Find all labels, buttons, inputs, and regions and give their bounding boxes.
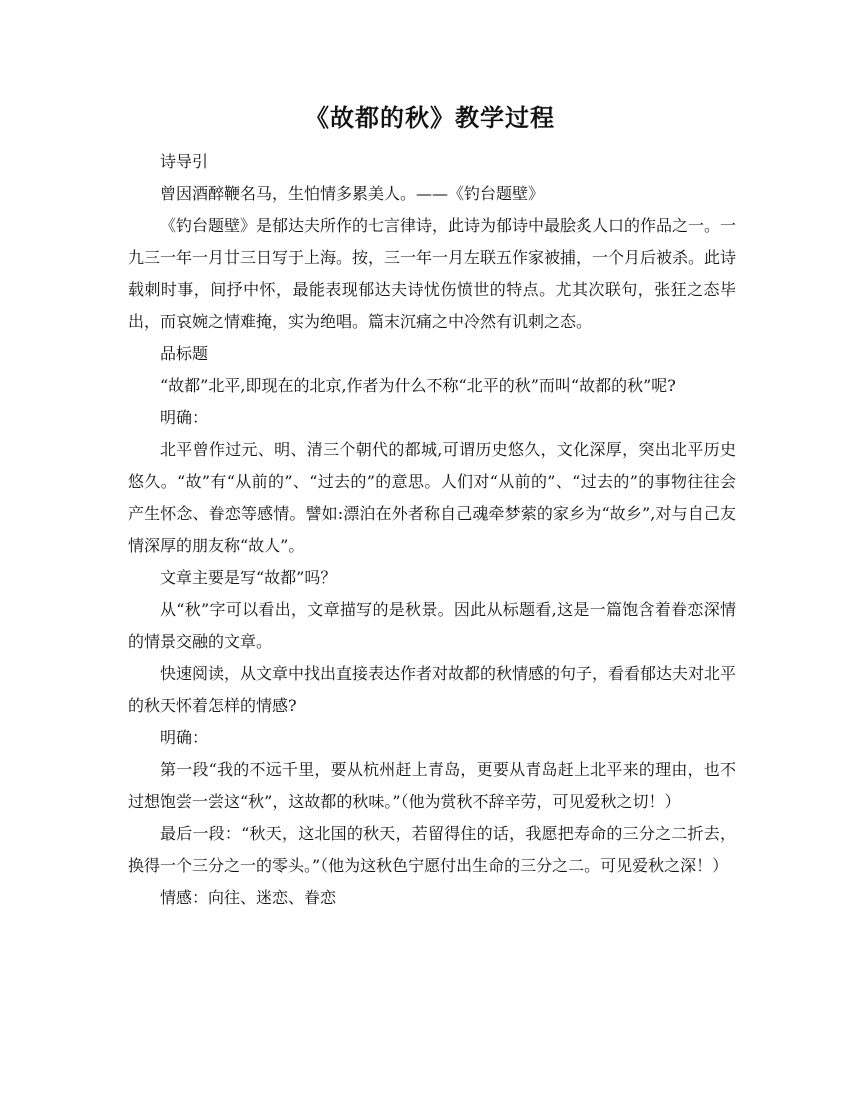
- section-heading-title-analysis: 品标题: [160, 344, 209, 363]
- poem-quote: 曾因酒醉鞭名马，生怕情多累美人。——《钓台题壁》: [160, 184, 545, 203]
- question-paragraph: “故都”北平,即现在的北京,作者为什么不称“北平的秋”而叫“故都的秋”呢?: [160, 376, 676, 395]
- task-paragraph: 快速阅读，从文章中找出直接表达作者对故都的秋情感的句子，看看郁达夫对北平的秋天怀着怎样的情感?: [128, 664, 737, 715]
- answer-label: 明确：: [160, 728, 209, 747]
- emotion-summary: 情感：向往、迷恋、眷恋: [160, 888, 337, 907]
- document-body: [128, 146, 736, 914]
- section-heading-poem-intro: 诗导引: [160, 152, 209, 171]
- answer-label: 明确：: [160, 408, 209, 427]
- question-paragraph: 文章主要是写“故都”吗？: [160, 568, 337, 587]
- answer-paragraph: 第一段“我的不远千里，要从杭州赶上青岛，更要从青岛赶上北平来的理由，也不过想饱尝一尝这“秋”，这故都的秋味。”（他为赏秋不辞辛劳，可见爱秋之切！）: [128, 760, 736, 811]
- answer-paragraph: 最后一段：“秋天，这北国的秋天，若留得住的话，我愿把寿命的三分之二折去，换得一个三分之一的零头。”（他为这秋色宁愿付出生命的三分之二。可见爱秋之深！）: [128, 824, 736, 875]
- answer-paragraph: 北平曾作过元、明、清三个朝代的都城,可谓历史悠久，文化深厚，突出北平历史悠久。“故”有“从前的”、“过去的”的意思。人们对“从前的”、“过去的”的事物往往会产生怀念、眷恋等感情。譬如:漂泊在外者称自己魂牵梦萦的家乡为“故乡”,对与自己友情深厚的朋友称“故人”。: [128, 440, 736, 555]
- answer-paragraph: 从“秋”字可以看出，文章描写的是秋景。因此从标题看,这是一篇饱含着眷恋深情的情景交融的文章。: [128, 600, 736, 651]
- document-title: 《故都的秋》教学过程: [305, 103, 555, 132]
- poem-explanation-paragraph: 《钓台题壁》是郁达夫所作的七言律诗，此诗为郁诗中最脍炙人口的作品之一。一九三一年一月廿三日写于上海。按，三一年一月左联五作家被捕，一个月后被杀。此诗载刺时事，间抒中怀，最能表现郁达夫诗忧伤愤世的特点。尤其次联句，张狂之态毕出，而哀婉之情难掩，实为绝唱。篇末沉痛之中冷然有讥刺之态。: [128, 216, 737, 331]
